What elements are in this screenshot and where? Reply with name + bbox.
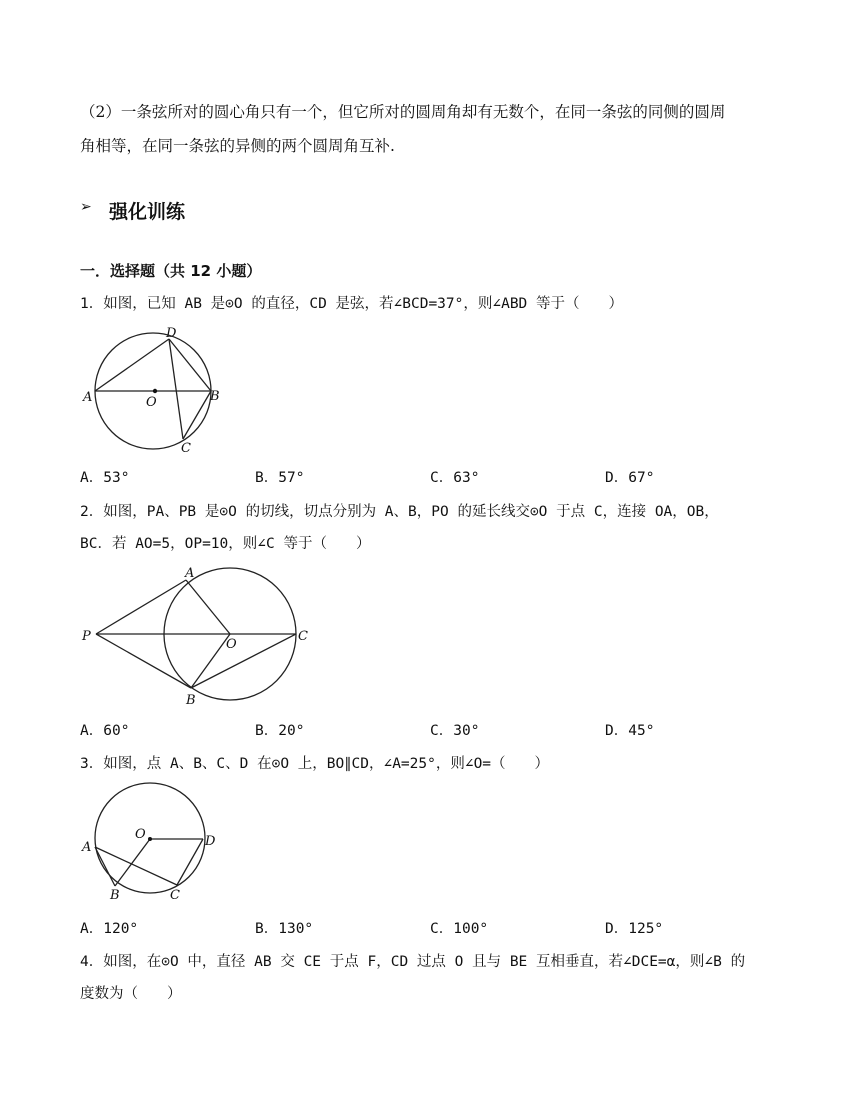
fig3-label-C: C bbox=[170, 888, 180, 903]
fig1-label-D: D bbox=[166, 326, 177, 341]
fig1-label-O: O bbox=[146, 395, 157, 410]
fig1-label-B: B bbox=[210, 389, 220, 404]
q2-option-b[interactable]: B．20° bbox=[255, 723, 305, 739]
q1-option-a[interactable]: A．53° bbox=[80, 470, 130, 486]
fig2-label-P: P bbox=[82, 629, 91, 644]
question-1-stem: 1．如图，已知 AB 是⊙O 的直径，CD 是弦，若∠BCD=37°，则∠ABD 等于（ ） bbox=[80, 296, 624, 312]
q2-option-c[interactable]: C．30° bbox=[430, 723, 480, 739]
q3-option-b[interactable]: B．130° bbox=[255, 921, 314, 937]
question-4-stem-line-1: 4．如图，在⊙O 中，直径 AB 交 CE 于点 F，CD 过点 O 且与 BE 互相垂直，若∠DCE=α，则∠B 的 bbox=[80, 954, 746, 970]
q3-option-c[interactable]: C．100° bbox=[430, 921, 489, 937]
intro-line-1: （2）一条弦所对的圆心角只有一个，但它所对的圆周角却有无数个，在同一条弦的同侧的圆周 bbox=[80, 103, 726, 121]
fig3-label-O: O bbox=[135, 827, 146, 842]
question-3-stem: 3．如图，点 A、B、C、D 在⊙O 上，BO∥CD，∠A=25°，则∠O=（ ） bbox=[80, 756, 550, 772]
q1-option-c[interactable]: C．63° bbox=[430, 470, 480, 486]
fig2-label-B: B bbox=[186, 693, 196, 708]
fig3-label-D: D bbox=[205, 834, 216, 849]
question-2-stem-line-1: 2．如图，PA、PB 是⊙O 的切线，切点分别为 A、B，PO 的延长线交⊙O 于点 C，连接 OA，OB， bbox=[80, 504, 719, 520]
q1-option-d[interactable]: D．67° bbox=[605, 470, 655, 486]
q3-option-d[interactable]: D．125° bbox=[605, 921, 664, 937]
q3-option-a[interactable]: A．120° bbox=[80, 921, 139, 937]
fig2-label-C: C bbox=[298, 629, 308, 644]
section-title: 强化训练 bbox=[109, 201, 186, 223]
fig2-label-A: A bbox=[185, 566, 195, 581]
q1-option-b[interactable]: B．57° bbox=[255, 470, 305, 486]
q2-option-a[interactable]: A．60° bbox=[80, 723, 130, 739]
fig1-label-C: C bbox=[181, 441, 191, 456]
question-4-stem-line-2: 度数为（ ） bbox=[80, 986, 182, 1002]
fig3-label-B: B bbox=[110, 888, 120, 903]
question-2-stem-line-2: BC．若 AO=5，OP=10，则∠C 等于（ ） bbox=[80, 536, 371, 552]
section-bullet-icon: ➢ bbox=[80, 199, 92, 215]
intro-line-2: 角相等，在同一条弦的异侧的两个圆周角互补. bbox=[80, 137, 395, 155]
fig1-label-A: A bbox=[83, 390, 93, 405]
fig3-label-A: A bbox=[82, 840, 92, 855]
q2-option-d[interactable]: D．45° bbox=[605, 723, 655, 739]
part-title: 一．选择题（共 12 小题） bbox=[80, 262, 262, 280]
fig2-label-O: O bbox=[226, 637, 237, 652]
